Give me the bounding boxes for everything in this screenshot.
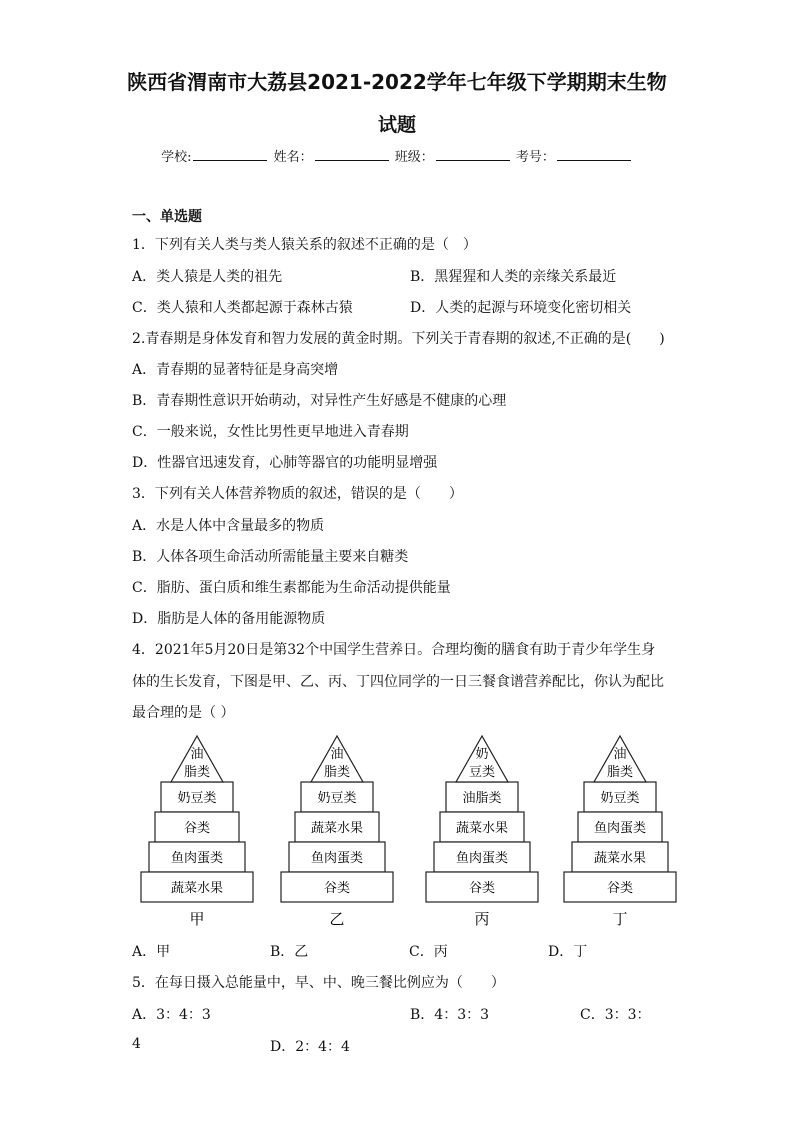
pyramid-top-label-1: 油 [190, 747, 204, 762]
pyramid-top-label-1: 油 [330, 747, 344, 762]
pyramid-level-label: 奶豆类 [317, 791, 357, 806]
pyramid-3 [426, 736, 538, 928]
pyramid-level-label: 蔬菜水果 [310, 821, 364, 836]
q5-option-d: D．2：4：4 [270, 1039, 350, 1055]
exam-no-blank [557, 148, 631, 161]
name-label: 姓名： [273, 150, 313, 165]
q4-option-a: A．甲 [132, 944, 171, 960]
pyramid-caption: 甲 [189, 910, 205, 928]
class-label: 班级： [394, 150, 434, 165]
q5-option-a: A．3：4：3 [132, 1007, 211, 1023]
class-blank [436, 148, 510, 161]
school-blank [193, 148, 267, 161]
pyramid-top-label-2: 豆类 [468, 765, 496, 780]
pyramid-caption: 丙 [474, 910, 490, 928]
q1-option-b: B．黑猩猩和人类的亲缘关系最近 [410, 269, 617, 285]
q1-option-a: A．类人猿是人类的祖先 [132, 269, 283, 285]
q2-stem: 2.青春期是身体发育和智力发展的黄金时期。下列关于青春期的叙述,不正确的是( ) [132, 331, 665, 347]
q4-option-c: C．丙 [409, 944, 448, 960]
pyramid-top-label-1: 油 [613, 747, 627, 762]
page-title-line1: 陕西省渭南市大荔县2021-2022学年七年级下学期期末生物 [127, 70, 667, 94]
q3-option-d: D．脂肪是人体的备用能源物质 [132, 611, 326, 627]
q4-option-d: D．丁 [548, 944, 588, 960]
school-label: 学校: [161, 150, 192, 165]
pyramid-2 [281, 736, 393, 928]
pyramid-level-label: 奶豆类 [177, 791, 217, 806]
pyramid-level-label: 谷类 [183, 821, 211, 836]
pyramid-1 [141, 736, 253, 928]
pyramid-level-label: 鱼肉蛋类 [593, 821, 647, 836]
pyramid-level-label: 谷类 [323, 881, 351, 896]
q4-stem-line1: 4．2021年5月20日是第32个中国学生营养日。合理均衡的膳食有助于青少年学生身 [132, 642, 656, 658]
name-blank [315, 148, 389, 161]
pyramid-level-label: 鱼肉蛋类 [170, 851, 224, 866]
pyramid-level-label: 鱼肉蛋类 [310, 851, 364, 866]
pyramid-caption: 乙 [329, 910, 345, 928]
q3-option-b: B．人体各项生命活动所需能量主要来自糖类 [132, 549, 409, 565]
section-heading: 一、单选题 [132, 209, 202, 225]
q5-stem: 5．在每日摄入总能量中，早、中、晚三餐比例应为（ ） [132, 975, 505, 991]
q4-option-b: B．乙 [270, 944, 309, 960]
pyramid-level-label: 奶豆类 [600, 791, 640, 806]
pyramid-4 [564, 736, 676, 928]
q5-option-b: B．4：3：3 [410, 1007, 490, 1023]
q4-stem-line2: 体的生长发育，下图是甲、乙、丙、丁四位同学的一日三餐食谱营养配比，你认为配比 [132, 674, 664, 690]
pyramid-level-label: 谷类 [606, 881, 634, 896]
q5-option-c-continued: 4 [132, 1036, 141, 1052]
q1-option-c: C．类人猿和人类都起源于森林古猿 [132, 300, 353, 316]
pyramid-level-label: 油脂类 [462, 791, 502, 806]
exam-no-label: 考号： [515, 150, 555, 165]
q3-option-a: A．水是人体中含量最多的物质 [132, 518, 325, 534]
pyramid-level-label: 蔬菜水果 [455, 821, 509, 836]
pyramid-caption: 丁 [612, 910, 628, 928]
pyramid-level-label: 蔬菜水果 [170, 881, 224, 896]
pyramid-top-label-1: 奶 [475, 747, 489, 762]
pyramid-level-label: 鱼肉蛋类 [455, 851, 509, 866]
pyramid-level-label: 蔬菜水果 [593, 851, 647, 866]
food-pyramid-figure [130, 732, 690, 932]
student-info-row [0, 146, 794, 165]
q2-option-a: A．青春期的显著特征是身高突增 [132, 362, 339, 378]
q4-stem-line3: 最合理的是（ ） [132, 705, 235, 721]
q3-option-c: C．脂肪、蛋白质和维生素都能为生命活动提供能量 [132, 580, 451, 596]
q3-stem: 3．下列有关人体营养物质的叙述，错误的是（ ） [132, 486, 463, 502]
page-title-line2: 试题 [377, 114, 416, 136]
q1-option-d: D．人类的起源与环境变化密切相关 [410, 300, 632, 316]
q2-option-d: D．性器官迅速发育，心肺等器官的功能明显增强 [132, 455, 438, 471]
q5-option-c: C．3：3： [580, 1007, 651, 1023]
pyramid-level-label: 谷类 [468, 881, 496, 896]
q1-stem: 1．下列有关人类与类人猿关系的叙述不正确的是（ ） [132, 237, 477, 253]
pyramid-top-label-2: 脂类 [606, 765, 634, 780]
q2-option-c: C．一般来说，女性比男性更早地进入青春期 [132, 424, 409, 440]
pyramid-top-label-2: 脂类 [183, 765, 211, 780]
pyramid-top-label-2: 脂类 [323, 765, 351, 780]
q2-option-b: B．青春期性意识开始萌动，对异性产生好感是不健康的心理 [132, 393, 507, 409]
